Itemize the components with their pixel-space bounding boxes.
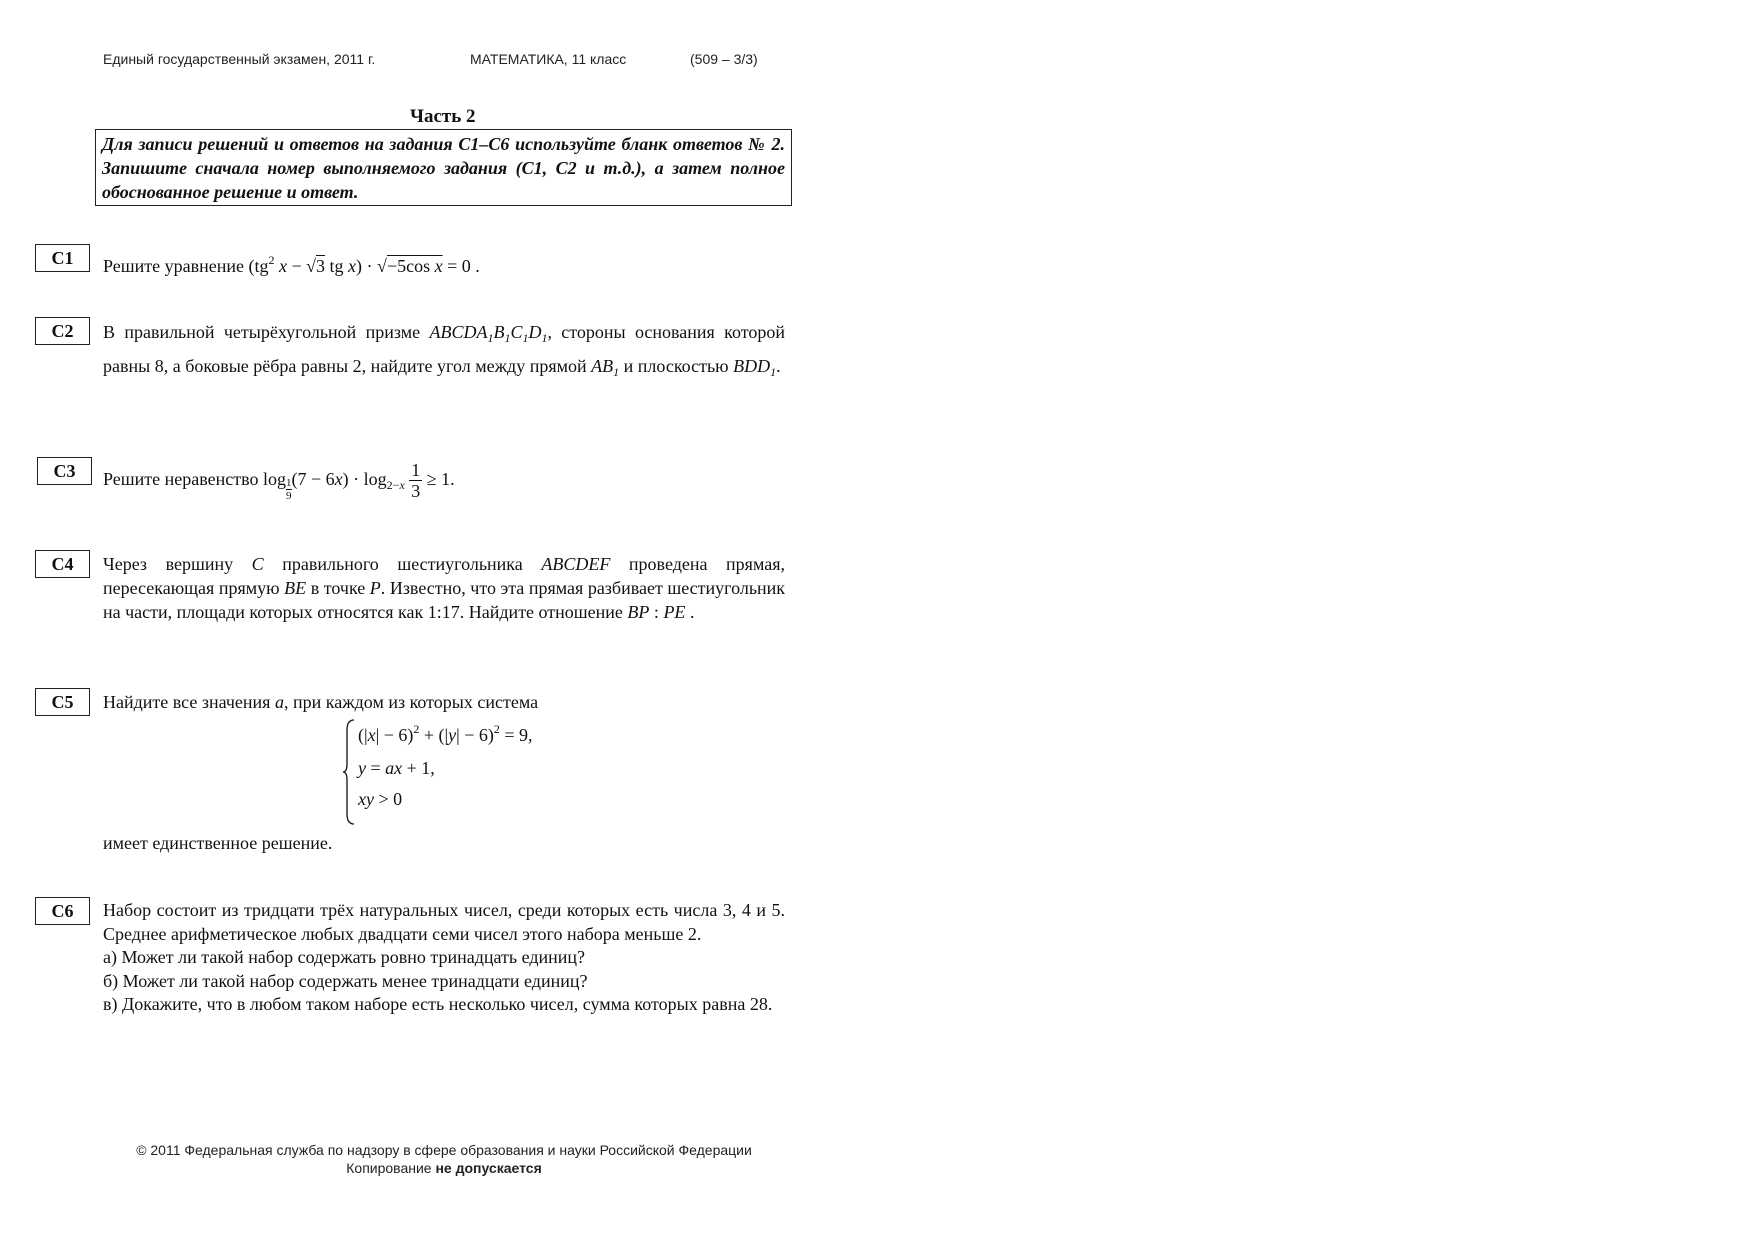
task-c4-line-be: BE (284, 578, 307, 598)
instructions-text: Для записи решений и ответов на задания С1–С6 используйте бланк ответов № 2. Запишите сначала номер выполняемого задания (С1, С2 и т.д.), а затем полное обоснованное решение и ответ. (102, 134, 785, 202)
task-c4: Через вершину C правильного шестиугольника ABCDEF проведена прямая, пересекающая прямую BE в точке P. Известно, что эта прямая разбивает шестиугольник на части, площади которых относятся как 1:17. Найдите отношение BP : PE . (103, 554, 786, 622)
task-c5-text: Найдите все значения (103, 692, 271, 712)
task-c3-formula: log $\frac{1}{9}$ $(7 - 6x) \cdot \log_{2-x}$ $\frac{1}{3}$ ≥ 1. (262, 460, 455, 502)
footer (0, 1141, 888, 1177)
task-c4-vertex: C (251, 554, 264, 574)
task-c1-text: Решите уравнение (103, 256, 244, 276)
task-c4-ratio: 1:17 (427, 602, 460, 622)
task-c5-text-b: , при каждом из которых система (283, 692, 539, 712)
task-c2-text-c: , а боковые рёбра равны (163, 356, 349, 376)
system-eq2: y = ax + 1, (358, 758, 435, 778)
task-label-c4: C4 (35, 550, 90, 578)
header-subject: МАТЕМАТИКА, 11 класс (470, 51, 627, 67)
task-c3-text: Решите неравенство (103, 469, 259, 489)
task-c4-text-e: . Известно, что эта прямая разбивает шестиугольник на части, площади которых относятся как (103, 578, 786, 622)
footer-copy-bold: не допускается (435, 1160, 542, 1176)
task-c2-num1: 8 (154, 356, 164, 376)
task-c5-after: имеет единственное решение. (103, 833, 333, 853)
task-c4-text-b: правильного шестиугольника (282, 554, 523, 574)
task-c6-question-a: а) Может ли такой набор содержать ровно тринадцать единиц? (103, 947, 586, 967)
task-c4-text-a: Через вершину (103, 554, 234, 574)
task-c2-prism: $ABCDA_1B_1C_1D_1$ (429, 322, 548, 345)
task-c4-hexagon: ABCDEF (541, 554, 611, 574)
task-c1-formula: ($tg^2$ x − √3 tg x) · √−5cos x = 0 . (248, 253, 480, 276)
task-c2-num2: 2 (352, 356, 362, 376)
task-c2-text-e: и плоскостью (623, 356, 729, 376)
task-c5-param: a (274, 692, 284, 712)
system-eq1: $(|x| - 6)^2 + (|y| - 6)^2 = 9$, (358, 722, 533, 745)
task-label-c5: C5 (35, 688, 90, 716)
task-c4-text-f: . Найдите отношение (459, 602, 623, 622)
task-c2-plane: $BDD_1$ (733, 356, 777, 379)
task-c4-bp-pe: BP (627, 602, 650, 622)
footer-copy-notice (0, 1159, 888, 1177)
task-c5-system (342, 718, 562, 826)
footer-copy-plain: Копирование (346, 1160, 432, 1176)
task-label-c6: C6 (35, 897, 90, 925)
task-c5 (103, 690, 785, 714)
task-c3 (103, 460, 785, 502)
task-label-c3: C3 (37, 457, 92, 485)
footer-copyright: © 2011 Федеральная служба по надзору в сфере образования и науки Российской Федерации (136, 1142, 752, 1158)
header-exam-title: Единый государственный экзамен, 2011 г. (103, 51, 376, 67)
task-label-c1: C1 (35, 244, 90, 272)
task-c6-intro: Набор состоит из тридцати трёх натуральных чисел, среди которых есть числа 3, 4 и 5. Среднее арифметическое любых двадцати семи чисел этого набора меньше 2. (103, 900, 785, 944)
task-c2-text-a: В правильной четырёхугольной призме (103, 322, 421, 342)
task-c6-question-c: в) Докажите, что в любом таком наборе есть несколько чисел, сумма которых равна 28. (103, 994, 773, 1014)
task-c4-point: P (369, 578, 381, 598)
task-c2-text-b: , стороны основания которой равны (103, 322, 786, 376)
task-c4-text-d: в точке (310, 578, 366, 598)
instructions-box (95, 129, 792, 206)
system-eq3: xy > 0 (358, 789, 403, 809)
task-c2: В правильной четырёхугольной призме $ABCDA_1B_1C_1D_1$, стороны основания которой равны 8, а боковые рёбра равны 2, найдите угол между прямой $AB_1$ и плоскостью $BDD_1$. (103, 322, 786, 379)
task-c2-text-d: , найдите угол между прямой (361, 356, 587, 376)
part-title: Часть 2 (410, 106, 476, 127)
task-c6-question-b: б) Может ли такой набор содержать менее тринадцати единиц? (103, 970, 588, 991)
task-c4-text-c: проведена прямая, пересекающая прямую (103, 554, 785, 598)
task-c6 (103, 899, 785, 1017)
system-brace (342, 718, 356, 826)
task-label-c2: C2 (35, 317, 90, 345)
task-c1 (103, 248, 785, 278)
task-c2-line: $AB_1$ (591, 356, 620, 379)
header-variant: (509 – 3/3) (690, 51, 758, 67)
